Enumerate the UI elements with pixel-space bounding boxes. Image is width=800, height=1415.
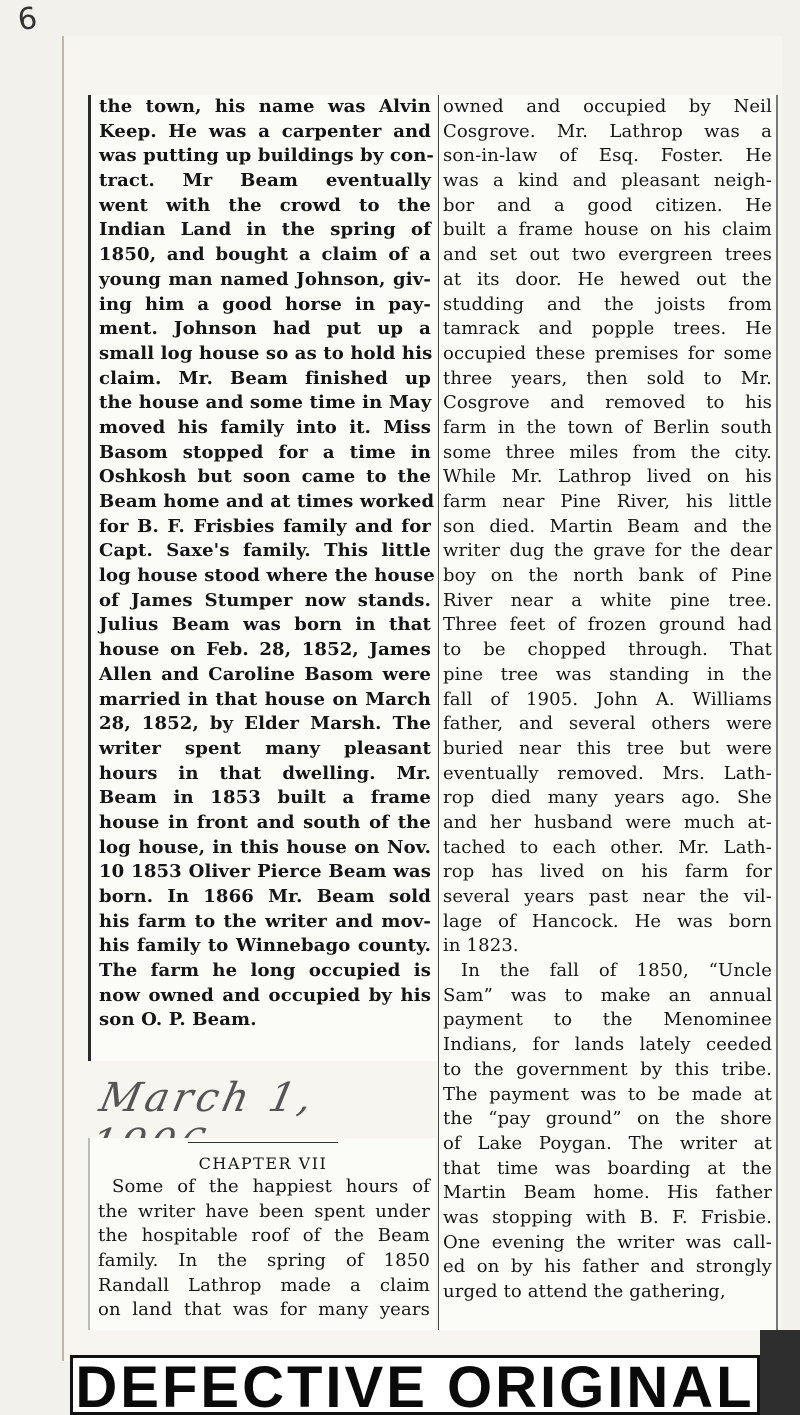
text-line: went with the crowd to the xyxy=(99,194,431,216)
text-line: buried near this tree but were xyxy=(443,737,772,759)
text-line: Randall Lathrop made a claim xyxy=(98,1274,430,1296)
text-line: young man named Johnson, giv- xyxy=(99,268,431,290)
text-line: Julius Beam was born in that xyxy=(99,614,431,636)
text-line: the house and some time in May xyxy=(99,392,432,414)
chapter-heading: CHAPTER VII xyxy=(198,1154,328,1173)
text-line: married in that house on March xyxy=(99,688,431,710)
chapter-rule xyxy=(188,1142,338,1143)
text-line: rop has lived on his farm for xyxy=(443,861,772,883)
text-line: the hospitable roof of the Beam xyxy=(98,1225,430,1247)
text-line: ed on by his father and strongly xyxy=(443,1256,772,1278)
text-line: studding and the joists from xyxy=(443,293,772,315)
text-line: was putting up buildings by con- xyxy=(99,145,435,167)
text-line: payment to the Menominee xyxy=(443,1009,772,1031)
text-line: born. In 1866 Mr. Beam sold xyxy=(99,886,431,907)
left-column-text xyxy=(91,95,437,1033)
text-line: River near a white pine tree. xyxy=(443,589,772,611)
text-line: Cosgrove. Mr. Lathrop was a xyxy=(443,120,772,142)
right-column-clipping xyxy=(438,95,778,1330)
text-line: fall of 1905. John A. Williams xyxy=(443,688,772,710)
text-line: ing him a good horse in pay- xyxy=(99,293,431,315)
text-line: occupied these premises for some xyxy=(443,342,772,364)
left-column-clipping xyxy=(88,95,437,1061)
text-line: at its door. He hewed out the xyxy=(443,268,772,290)
text-line: in 1823. xyxy=(443,935,519,957)
text-line: hours in that dwelling. Mr. xyxy=(99,762,431,784)
text-line: Some of the happiest hours of xyxy=(112,1176,430,1197)
text-line: his family to Winnebago county. xyxy=(99,935,431,957)
text-line: Beam in 1853 built a frame xyxy=(99,787,431,809)
text-line: log house stood where the house xyxy=(99,565,435,587)
text-line: Keep. He was a carpenter and xyxy=(99,120,431,142)
text-line: that time was boarding at the xyxy=(443,1157,772,1179)
text-line: writer spent many pleasant xyxy=(99,737,431,759)
text-line: lage of Hancock. He was born xyxy=(443,910,772,932)
text-line: 10 1853 Oliver Pierce Beam was xyxy=(99,861,431,883)
text-line: Allen and Caroline Basom were xyxy=(99,663,431,685)
text-line: son-in-law of Esq. Foster. He xyxy=(443,145,772,167)
handwritten-date: March 1, xyxy=(95,1075,321,1121)
text-line: tract. Mr Beam eventually xyxy=(99,170,431,192)
text-line: Cosgrove and removed to his xyxy=(443,392,772,414)
text-line: ment. Johnson had put up a xyxy=(99,318,431,340)
text-line: eventually removed. Mrs. Lath- xyxy=(443,762,772,784)
text-line: the writer have been spent under xyxy=(98,1200,430,1222)
text-line: of James Stumper now stands. xyxy=(99,589,431,611)
text-line: on land that was for many years xyxy=(98,1299,430,1321)
text-line: for B. F. Frisbies family and for xyxy=(99,515,431,537)
text-line: 1850, and bought a claim of a xyxy=(99,244,431,266)
text-line: tamrack and popple trees. He xyxy=(443,318,772,340)
text-line: small log house so as to hold his xyxy=(99,342,433,364)
text-line: In the fall of 1850, “Uncle xyxy=(461,960,772,982)
text-line: several years past near the vil- xyxy=(443,886,772,907)
text-line: bor and a good citizen. He xyxy=(443,194,772,216)
text-line: tached to each other. Mr. Lath- xyxy=(443,836,772,858)
text-line: farm in the town of Berlin south xyxy=(443,416,772,438)
text-line: owned and occupied by Neil xyxy=(443,96,772,117)
text-line: was stopping with B. F. Frisbie. xyxy=(443,1206,772,1228)
text-line: While Mr. Lathrop lived on his xyxy=(443,466,772,488)
text-line: boy on the north bank of Pine xyxy=(443,565,772,587)
text-line: Martin Beam home. His father xyxy=(443,1182,772,1204)
text-line: claim. Mr. Beam finished up xyxy=(99,367,431,389)
text-line: son O. P. Beam. xyxy=(99,1009,257,1031)
text-line: father, and several others were xyxy=(443,713,772,735)
defective-original-banner: DEFECTIVE ORIGINAL xyxy=(70,1355,760,1415)
text-line: and her husband were much at- xyxy=(443,811,772,833)
text-line: house in front and south of the xyxy=(99,811,431,833)
text-line: built a frame house on his claim xyxy=(443,219,772,241)
page-number: 6 xyxy=(15,0,40,39)
text-line: Indians, for lands lately ceeded xyxy=(443,1034,772,1056)
text-line: and set out two evergreen trees xyxy=(443,244,772,266)
text-line: One evening the writer was call- xyxy=(443,1231,772,1253)
text-line: of Lake Poygan. The writer at xyxy=(443,1132,772,1154)
text-line: log house, in this house on Nov. xyxy=(99,836,431,858)
text-line: pine tree was standing in the xyxy=(443,663,772,685)
text-line: son died. Martin Beam and the xyxy=(443,515,772,537)
text-line: family. In the spring of 1850 xyxy=(98,1250,430,1272)
text-line: to the government by this tribe. xyxy=(443,1058,772,1080)
text-line: urged to attend the gathering, xyxy=(443,1281,726,1302)
text-line: moved his family into it. Miss xyxy=(99,416,431,438)
text-line: Indian Land in the spring of xyxy=(99,219,431,241)
text-line: the town, his name was Alvin xyxy=(99,96,431,117)
text-line: Oshkosh but soon came to the xyxy=(99,466,431,488)
text-line: writer dug the grave for the dear xyxy=(443,540,772,562)
text-line: his farm to the writer and mov- xyxy=(99,910,431,932)
right-column-text xyxy=(439,95,776,1305)
text-line: was a kind and pleasant neigh- xyxy=(443,170,772,192)
chapter-clipping xyxy=(88,1138,436,1330)
banner-shadow xyxy=(760,1330,800,1415)
text-line: three years, then sold to Mr. xyxy=(443,367,772,389)
text-line: Basom stopped for a time in xyxy=(99,441,431,463)
text-line: to be chopped through. That xyxy=(443,639,772,661)
text-line: Three feet of frozen ground had xyxy=(443,614,772,636)
text-line: The farm he long occupied is xyxy=(99,960,431,982)
chapter-text xyxy=(90,1175,436,1323)
text-line: the “pay ground” on the shore xyxy=(443,1108,772,1130)
text-line: now owned and occupied by his xyxy=(99,984,431,1006)
text-line: 28, 1852, by Elder Marsh. The xyxy=(99,713,431,735)
text-line: The payment was to be made at xyxy=(443,1083,772,1105)
text-line: some three miles from the city. xyxy=(443,441,772,463)
text-line: farm near Pine River, his little xyxy=(443,491,772,512)
text-line: house on Feb. 28, 1852, James xyxy=(99,639,431,661)
text-line: Beam home and at times worked xyxy=(99,491,435,512)
text-line: Capt. Saxe's family. This little xyxy=(99,540,431,562)
text-line: rop died many years ago. She xyxy=(443,787,772,809)
text-line: Sam” was to make an annual xyxy=(443,984,772,1006)
